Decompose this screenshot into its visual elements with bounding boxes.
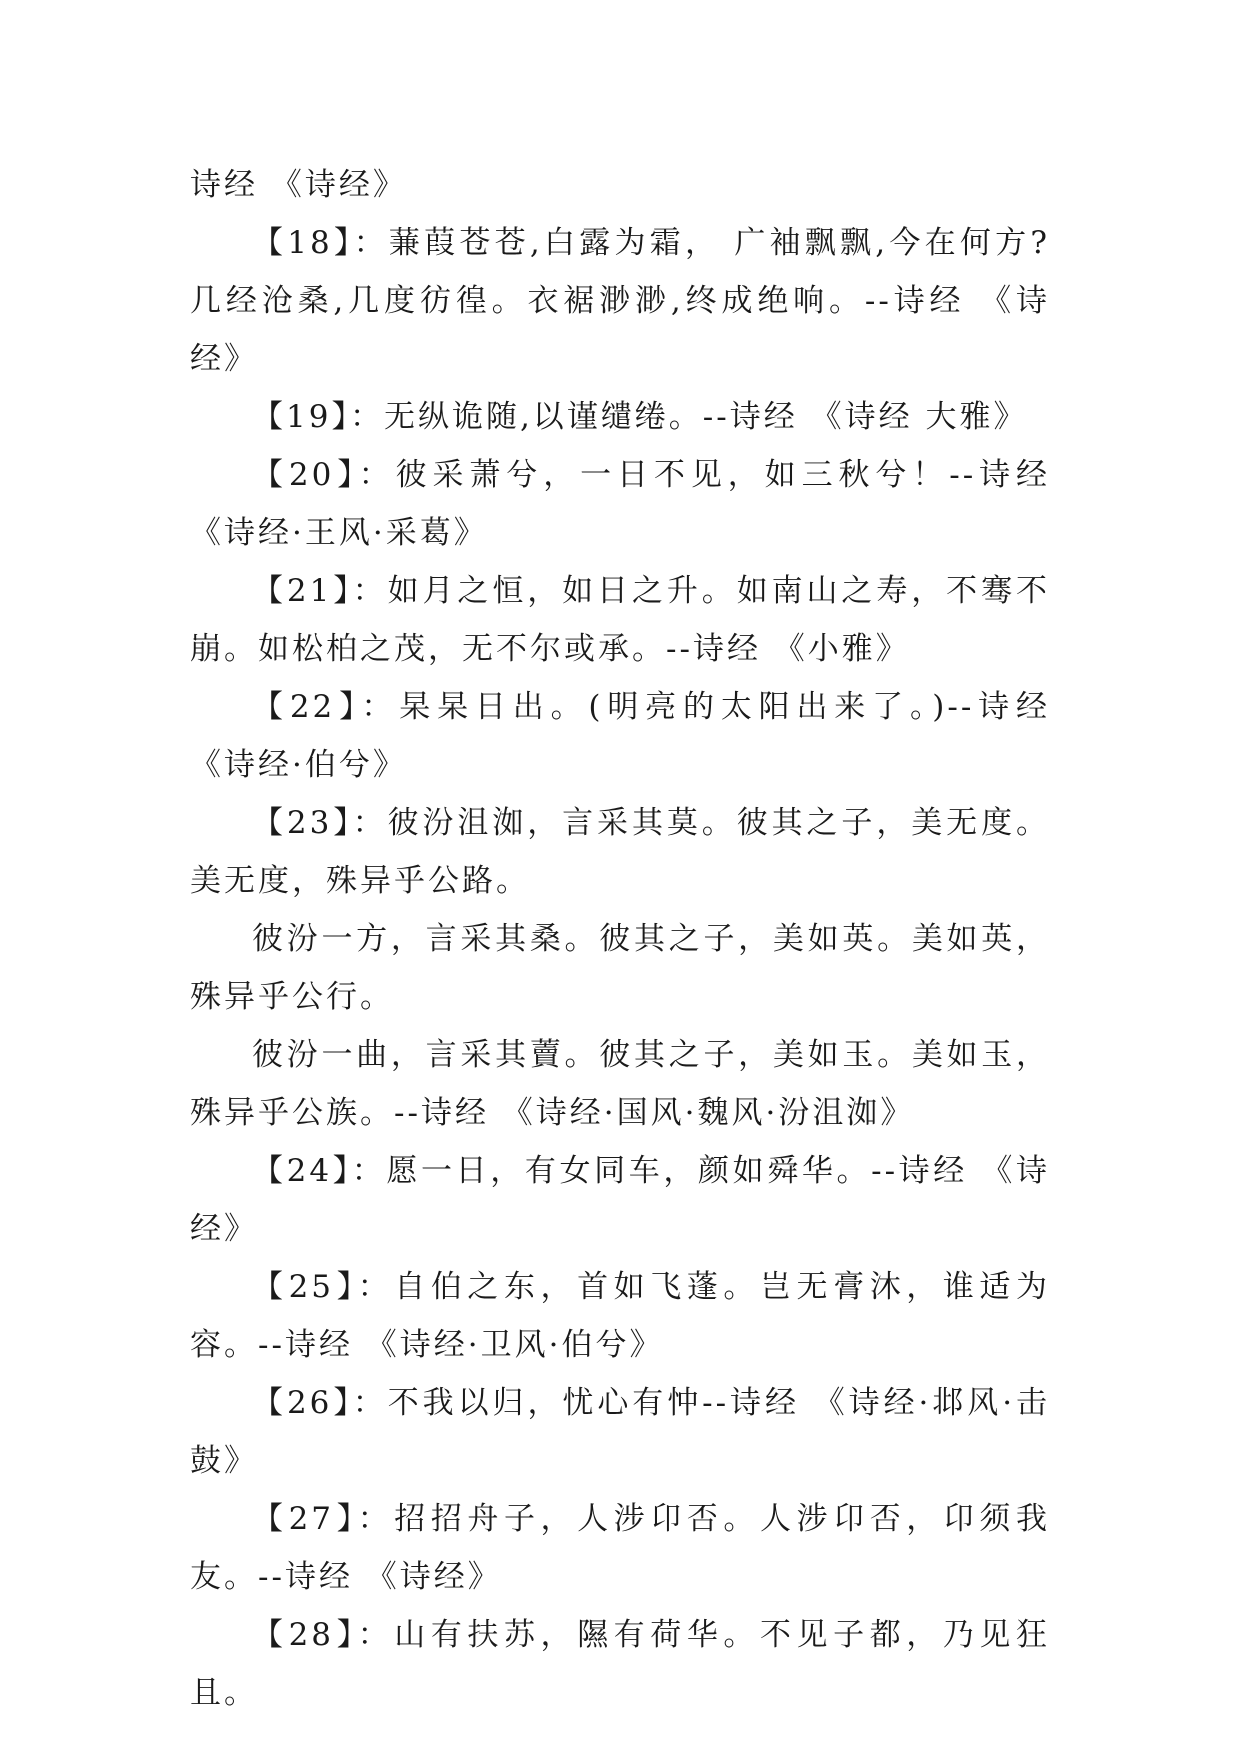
document-body (190, 156, 1050, 1722)
quote-23-stanza-2: 彼汾一方，言采其桑。彼其之子，美如英。美如英，殊异乎公行。 (190, 921, 1050, 1015)
quote-18: 【18】：蒹葭苍苍,白露为霜， 广袖飘飘,今在何方? 几经沧桑,几度彷徨。衣裾渺渺,终成绝响。--诗经 《诗经》 (190, 225, 1050, 377)
quote-22: 【22】：杲杲日出。(明亮的太阳出来了。)--诗经 《诗经·伯兮》 (190, 689, 1050, 783)
quote-19: 【19】：无纵诡随,以谨缱绻。--诗经 《诗经 大雅》 (252, 399, 1028, 435)
quote-24: 【24】：愿一日，有女同车，颜如舜华。--诗经 《诗经》 (190, 1153, 1050, 1247)
quote-23-stanza-3: 彼汾一曲，言采其藚。彼其之子，美如玉。美如玉，殊异乎公族。--诗经 《诗经·国风·魏风·汾沮洳》 (190, 1037, 1050, 1131)
quote-23: 【23】：彼汾沮洳，言采其莫。彼其之子，美无度。美无度，殊异乎公路。 (190, 805, 1050, 899)
quote-26: 【26】：不我以归，忧心有忡--诗经 《诗经·邶风·击鼓》 (190, 1385, 1050, 1479)
quote-28: 【28】：山有扶苏，隰有荷华。不见子都，乃见狂且。 (190, 1617, 1050, 1711)
quote-27: 【27】：招招舟子，人涉卬否。人涉卬否，卬须我友。--诗经 《诗经》 (190, 1501, 1050, 1595)
paragraph-source-line: 诗经 《诗经》 (190, 167, 407, 203)
quote-21: 【21】：如月之恒，如日之升。如南山之寿，不骞不崩。如松柏之茂，无不尔或承。--诗经 《小雅》 (190, 573, 1050, 667)
quote-25: 【25】：自伯之东，首如飞蓬。岂无膏沐，谁适为容。--诗经 《诗经·卫风·伯兮》 (190, 1269, 1050, 1363)
quote-20: 【20】：彼采萧兮，一日不见，如三秋兮！--诗经 《诗经·王风·采葛》 (190, 457, 1050, 551)
